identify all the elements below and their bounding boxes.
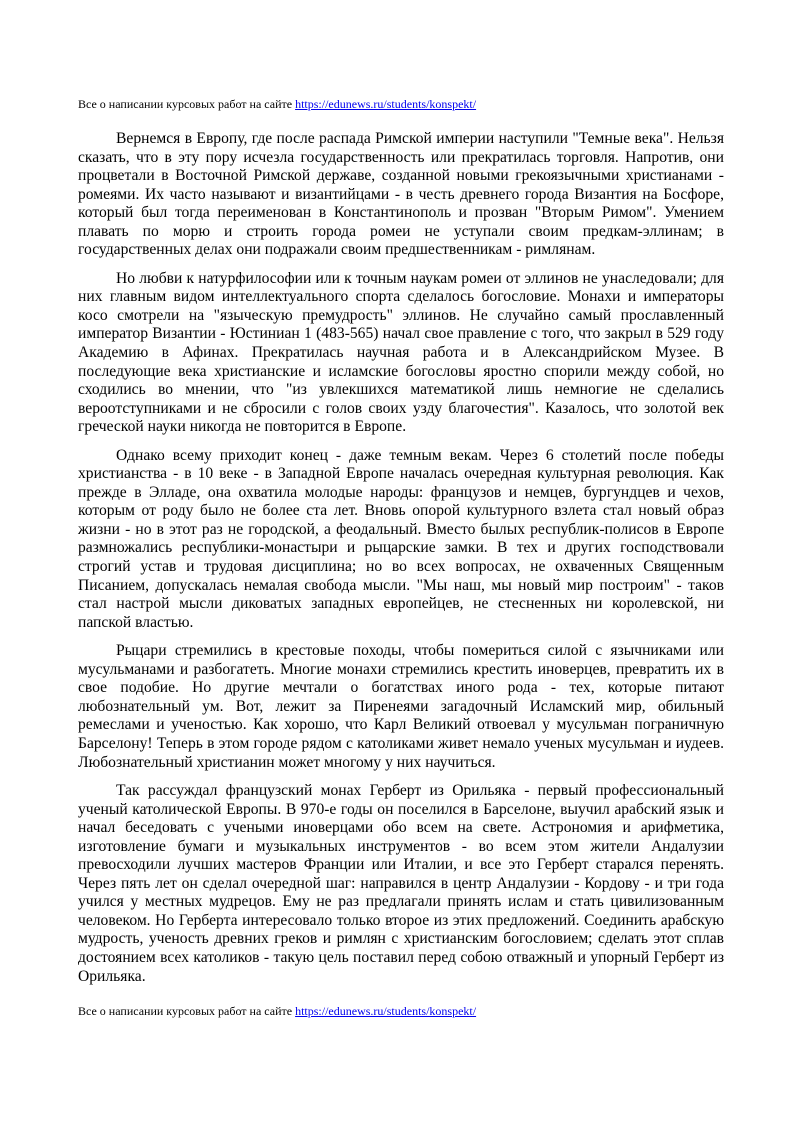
paragraph-4: Рыцари стремились в крестовые походы, чтобы помериться силой с язычниками или мусульманами и разбогатеть. Многие монахи стремились крестить иноверцев, превратить их в свое подобие. Но другие мечтали о богатствах иного рода - тех, которые питают любознательный ум. Вот, лежит за Пиренеями загадочный Исламский мир, обильный ремеслами и ученостью. Как хорошо, что Карл Великий отвоевал у мусульман пограничную Барселону! Теперь в этом городе рядом с католиками живет немало ученых мусульман и иудеев. Любознательный христианин может многому у них научиться. [78, 642, 724, 771]
footer-link[interactable]: https://edunews.ru/students/konspekt/ [295, 1004, 477, 1018]
header-link[interactable]: https://edunews.ru/students/konspekt/ [295, 97, 477, 111]
page-footer [78, 1004, 738, 1019]
footer-text: Все о написании курсовых работ на сайте [78, 1004, 296, 1018]
paragraph-3: Однако всему приходит конец - даже темным векам. Через 6 столетий после победы христианства - в 10 веке - в Западной Европе началась очередная культурная революция. Как прежде в Элладе, она охватила молодые народы: французов и немцев, бургундцев и чехов, которым от роду было не более ста лет. Вновь опорой культурного взлета стал новый образ жизни - но в этот раз не городской, а феодальный. Вместо былых республик-полисов в Европе размножались республики-монастыри и рыцарские замки. В тех и других господствовали строгий устав и трудовая дисциплина; но во всех вопросах, не охваченных Священным Писанием, допускалась немалая свобода мысли. "Мы наш, мы новый мир построим" - таков стал настрой мысли диковатых западных европейцев, не стесненных ни королевской, ни папской властью. [78, 446, 724, 631]
paragraph-1: Вернемся в Европу, где после распада Римской империи наступили "Темные века". Нельзя сказать, что в эту пору исчезла государственность или прекратилась торговля. Напротив, они процветали в Восточной Римской державе, созданной новыми грекоязычными христианами - ромеями. Их часто называют и византийцами - в честь древнего города Византия на Босфоре, который был тогда переименован в Константинополь и прозван "Вторым Римом". Умением плавать по морю и строить города ромеи не уступали своим предкам-эллинам; в государственных делах они подражали своим предшественникам - римлянам. [78, 130, 724, 259]
paragraph-2: Но любви к натурфилософии или к точным наукам ромеи от эллинов не унаследовали; для них главным видом интеллектуального спорта сделалось богословие. Монахи и императоры косо смотрели на "языческую премудрость" эллинов. Не случайно самый прославленный император Византии - Юстиниан 1 (483-565) начал свое правление с того, что закрыл в 529 году Академию в Афинах. Прекратилась научная работа и в Александрийском Музее. В последующие века христианские и исламские богословы яростно спорили между собой, но сходились во мнении, что "из увлекшихся математикой лишь немногие не сделались вероотступниками и не сбросили с голов своих узду благочестия". Казалось, что золотой век греческой науки никогда не повторится в Европе. [78, 269, 724, 436]
header-text: Все о написании курсовых работ на сайте [78, 97, 296, 111]
document-body [78, 130, 724, 996]
paragraph-5: Так рассуждал французский монах Герберт из Орильяка - первый профессиональный ученый католической Европы. В 970-е годы он поселился в Барселоне, выучил арабский язык и начал беседовать с учеными иноверцами обо всем на свете. Астрономия и арифметика, изготовление бумаги и музыкальных инструментов - во всем этом жители Андалузии превосходили лучших мастеров Франции или Италии, и все это Герберт старался перенять. Через пять лет он сделал очередной шаг: направился в центр Андалузии - Кордову - и три года учился у местных мудрецов. Ему не раз предлагали принять ислам и стать цивилизованным человеком. Но Герберта интересовало только второе из этих предложений. Соединить арабскую мудрость, ученость древних греков и римлян с христианским богословием; сделать этот сплав достоянием всех католиков - такую цель поставил перед собою отважный и упорный Герберт из Орильяка. [78, 782, 724, 985]
page-header [78, 97, 738, 112]
